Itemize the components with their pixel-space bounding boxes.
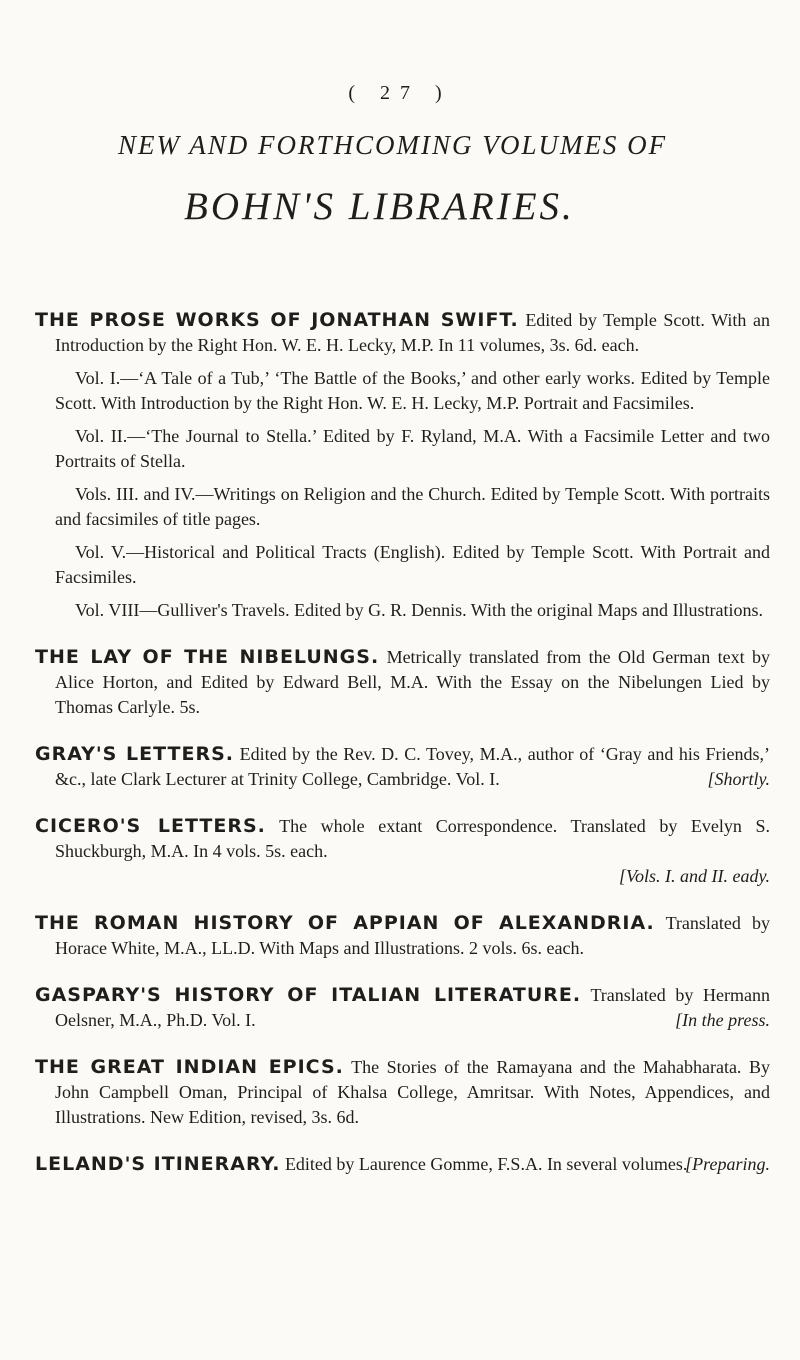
publication-status: [In the press.: [675, 1010, 770, 1030]
catalogue-entry-cicero: [35, 814, 770, 889]
page-heading-line2: BOHN'S LIBRARIES.: [184, 185, 575, 228]
entry-paragraph: [35, 645, 770, 720]
entry-paragraph: [35, 742, 770, 792]
entry-title: GASPARY'S HISTORY OF ITALIAN LITERATURE.: [35, 984, 582, 1006]
volume-description: Vol. V.—Historical and Political Tracts (English). Edited by Temple Scott. With Portrait and Facsimiles.: [55, 542, 770, 587]
entry-paragraph: [35, 911, 770, 961]
entry-description: Translated by Horace White, M.A., LL.D. With Maps and Illustrations. 2 vols. 6s. each.: [55, 913, 770, 958]
catalogue-entry-indian-epics: [35, 1055, 770, 1130]
catalogue-entry-nibelungs: [35, 645, 770, 720]
volume-description: Vols. III. and IV.—Writings on Religion and the Church. Edited by Temple Scott. With portraits and facsimiles of title pages.: [55, 484, 770, 529]
volume-description: Vol. VIII—Gulliver's Travels. Edited by G. R. Dennis. With the original Maps and Illustrations.: [75, 600, 763, 620]
catalogue-entry-gaspary: [35, 983, 770, 1033]
entry-title: GRAY'S LETTERS.: [35, 743, 235, 765]
catalogue-list: [35, 308, 770, 1199]
entry-paragraph: [35, 308, 770, 358]
entry-description: The Stories of the Ramayana and the Mahabharata. By John Campbell Oman, Principal of Khalsa College, Amritsar. With Notes, Appendices, and Illustrations. New Edition, revised, 3s. 6d.: [55, 1057, 771, 1127]
entry-paragraph: [35, 1055, 770, 1130]
entry-paragraph: [35, 814, 770, 864]
publication-status: [Shortly.: [707, 769, 770, 789]
catalogue-entry-gray: [35, 742, 770, 792]
catalogue-entry-appian: [35, 911, 770, 961]
entry-description: Metrically translated from the Old German text by Alice Horton, and Edited by Edward Bell, M.A. With the Essay on the Nibelungen Lied by Thomas Carlyle. 5s.: [55, 647, 771, 717]
volume-description: Vol. I.—‘A Tale of a Tub,’ ‘The Battle of the Books,’ and other early works. Edited by Temple Scott. With Introduction by the Right Hon. W. E. H. Lecky, M.P. Portrait and Facsimiles.: [55, 368, 770, 413]
entry-title: THE ROMAN HISTORY OF APPIAN OF ALEXANDRIA.: [35, 912, 655, 934]
entry-title: THE LAY OF THE NIBELUNGS.: [35, 646, 380, 668]
volume-description: Vol. II.—‘The Journal to Stella.’ Edited by F. Ryland, M.A. With a Facsimile Letter and two Portraits of Stella.: [55, 426, 770, 471]
entry-title: CICERO'S LETTERS.: [35, 815, 266, 837]
publication-status: [Vols. I. and II. eady.: [619, 866, 770, 886]
entry-description: Translated by Hermann Oelsner, M.A., Ph.D. Vol. I.: [55, 985, 770, 1030]
catalogue-entry-leland: [35, 1152, 770, 1177]
entry-description: Edited by the Rev. D. C. Tovey, M.A., author of ‘Gray and his Friends,’ &c., late Clark Lecturer at Trinity College, Cambridge. Vol. I.: [55, 744, 770, 789]
entry-title: LELAND'S ITINERARY.: [35, 1153, 281, 1175]
entry-description: Edited by Laurence Gomme, F.S.A. In several volumes.: [284, 1154, 688, 1174]
entry-description: The whole extant Correspondence. Translated by Evelyn S. Shuckburgh, M.A. In 4 vols. 5s. each.: [55, 816, 770, 861]
entry-title: THE GREAT INDIAN EPICS.: [35, 1056, 344, 1078]
page-heading-line1: NEW AND FORTHCOMING VOLUMES OF: [118, 130, 668, 160]
entry-description: Edited by Temple Scott. With an Introduction by the Right Hon. W. E. H. Lecky, M.P. In 11 volumes, 3s. 6d. each.: [55, 310, 770, 355]
publication-status: [Preparing.: [685, 1154, 770, 1174]
page-number: ( 27 ): [348, 82, 452, 104]
entry-paragraph: [35, 1152, 770, 1177]
catalogue-entry-swift: [35, 308, 770, 623]
entry-paragraph: [35, 983, 770, 1033]
entry-title: THE PROSE WORKS OF JONATHAN SWIFT.: [35, 309, 519, 331]
